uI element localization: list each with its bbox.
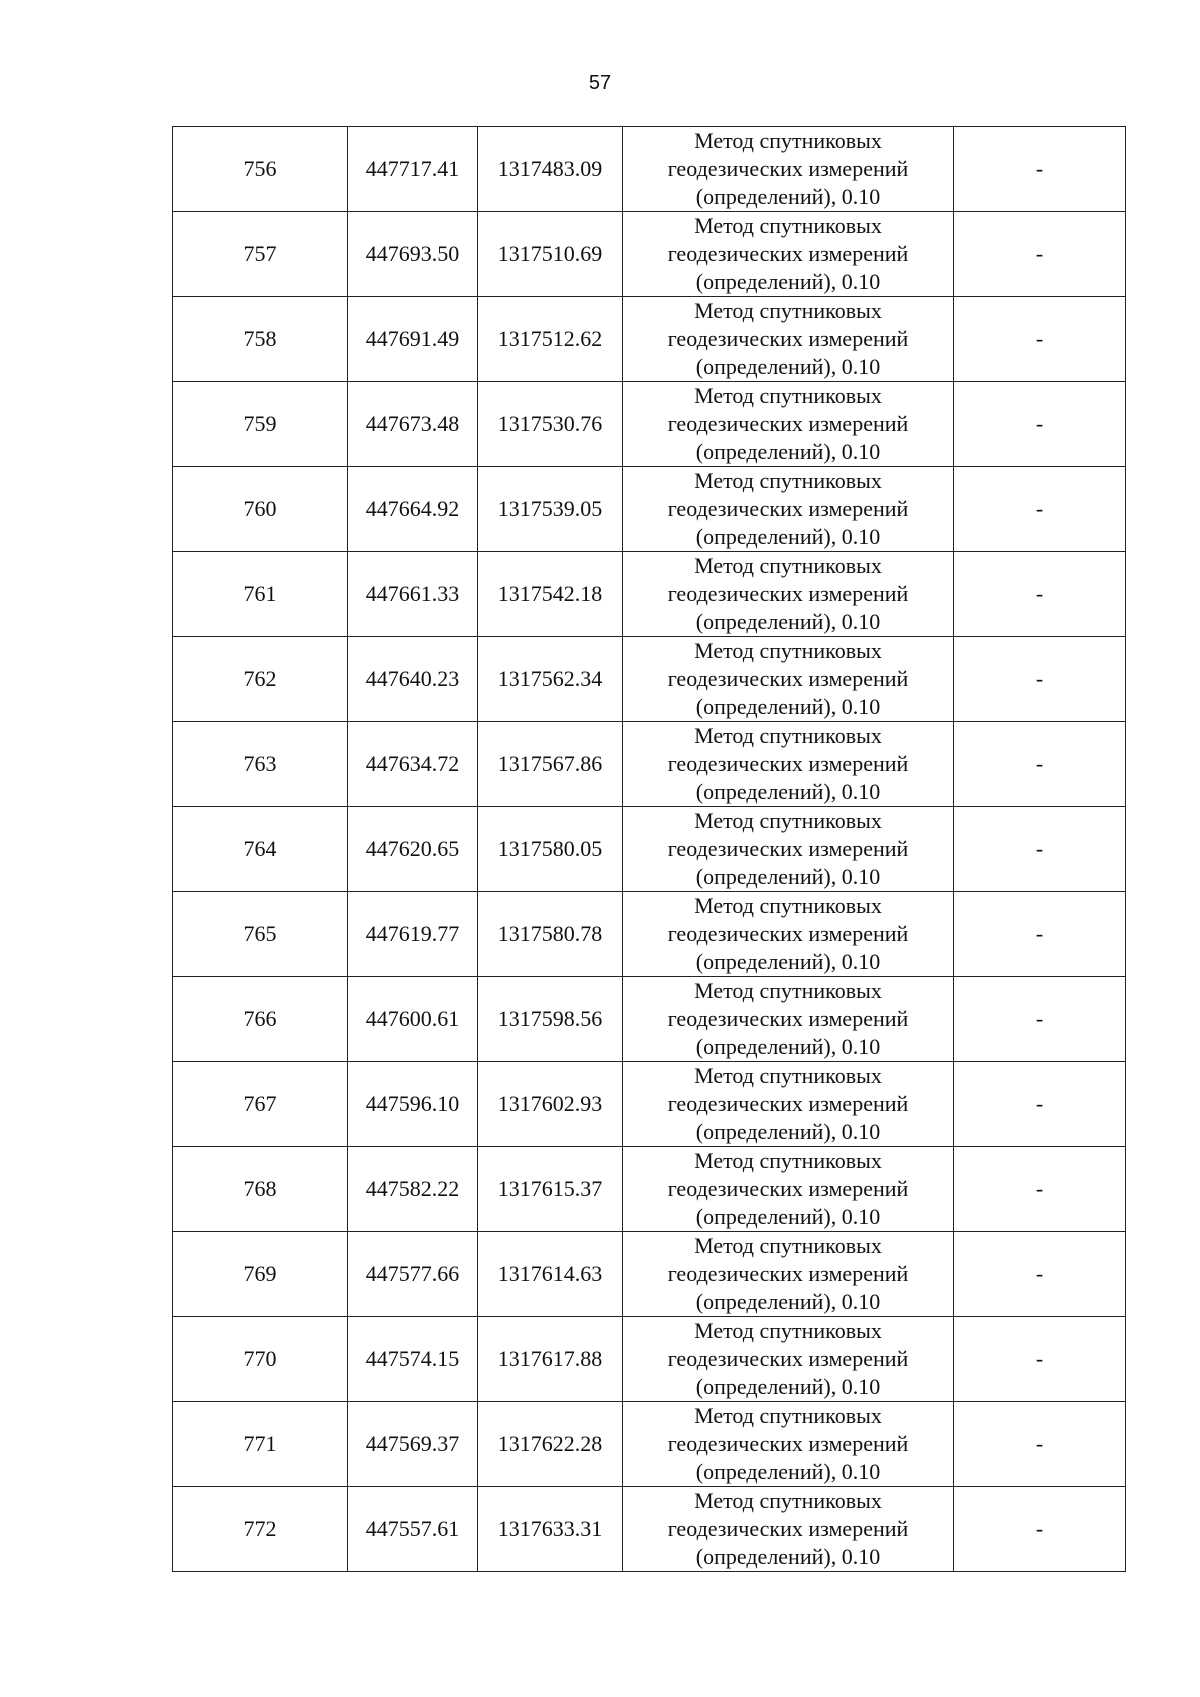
x-coordinate-cell: 447661.33 xyxy=(348,552,478,637)
y-coordinate-cell: 1317539.05 xyxy=(478,467,623,552)
note-cell: - xyxy=(954,1147,1126,1232)
y-coordinate-cell: 1317622.28 xyxy=(478,1402,623,1487)
y-coordinate-cell: 1317542.18 xyxy=(478,552,623,637)
point-number-cell: 771 xyxy=(173,1402,348,1487)
table-row xyxy=(173,1317,1126,1402)
coordinates-table xyxy=(172,126,1126,1572)
point-number-cell: 756 xyxy=(173,127,348,212)
x-coordinate-cell: 447577.66 xyxy=(348,1232,478,1317)
y-coordinate-cell: 1317598.56 xyxy=(478,977,623,1062)
table-row xyxy=(173,467,1126,552)
x-coordinate-cell: 447673.48 xyxy=(348,382,478,467)
y-coordinate-cell: 1317614.63 xyxy=(478,1232,623,1317)
point-number-cell: 767 xyxy=(173,1062,348,1147)
y-coordinate-cell: 1317567.86 xyxy=(478,722,623,807)
x-coordinate-cell: 447640.23 xyxy=(348,637,478,722)
x-coordinate-cell: 447569.37 xyxy=(348,1402,478,1487)
point-number-cell: 758 xyxy=(173,297,348,382)
y-coordinate-cell: 1317530.76 xyxy=(478,382,623,467)
method-cell: Метод спутниковых геодезических измерений (определений), 0.10 xyxy=(623,892,954,977)
y-coordinate-cell: 1317562.34 xyxy=(478,637,623,722)
note-cell: - xyxy=(954,212,1126,297)
x-coordinate-cell: 447596.10 xyxy=(348,1062,478,1147)
note-cell: - xyxy=(954,637,1126,722)
x-coordinate-cell: 447634.72 xyxy=(348,722,478,807)
table-row xyxy=(173,212,1126,297)
x-coordinate-cell: 447620.65 xyxy=(348,807,478,892)
method-cell: Метод спутниковых геодезических измерений (определений), 0.10 xyxy=(623,637,954,722)
y-coordinate-cell: 1317633.31 xyxy=(478,1487,623,1572)
table-row xyxy=(173,637,1126,722)
method-cell: Метод спутниковых геодезических измерений (определений), 0.10 xyxy=(623,977,954,1062)
table-row xyxy=(173,1062,1126,1147)
note-cell: - xyxy=(954,1317,1126,1402)
note-cell: - xyxy=(954,552,1126,637)
x-coordinate-cell: 447619.77 xyxy=(348,892,478,977)
x-coordinate-cell: 447717.41 xyxy=(348,127,478,212)
point-number-cell: 763 xyxy=(173,722,348,807)
table-body xyxy=(173,127,1126,1572)
point-number-cell: 762 xyxy=(173,637,348,722)
method-cell: Метод спутниковых геодезических измерений (определений), 0.10 xyxy=(623,1487,954,1572)
point-number-cell: 770 xyxy=(173,1317,348,1402)
y-coordinate-cell: 1317580.78 xyxy=(478,892,623,977)
table-row xyxy=(173,1402,1126,1487)
point-number-cell: 768 xyxy=(173,1147,348,1232)
method-cell: Метод спутниковых геодезических измерений (определений), 0.10 xyxy=(623,212,954,297)
method-cell: Метод спутниковых геодезических измерений (определений), 0.10 xyxy=(623,467,954,552)
note-cell: - xyxy=(954,1402,1126,1487)
x-coordinate-cell: 447664.92 xyxy=(348,467,478,552)
x-coordinate-cell: 447582.22 xyxy=(348,1147,478,1232)
point-number-cell: 765 xyxy=(173,892,348,977)
page-number: 57 xyxy=(588,72,612,94)
method-cell: Метод спутниковых геодезических измерений (определений), 0.10 xyxy=(623,722,954,807)
note-cell: - xyxy=(954,467,1126,552)
method-cell: Метод спутниковых геодезических измерений (определений), 0.10 xyxy=(623,552,954,637)
note-cell: - xyxy=(954,1232,1126,1317)
method-cell: Метод спутниковых геодезических измерений (определений), 0.10 xyxy=(623,1317,954,1402)
table-row xyxy=(173,1147,1126,1232)
y-coordinate-cell: 1317580.05 xyxy=(478,807,623,892)
note-cell: - xyxy=(954,1487,1126,1572)
method-cell: Метод спутниковых геодезических измерений (определений), 0.10 xyxy=(623,1232,954,1317)
note-cell: - xyxy=(954,1062,1126,1147)
y-coordinate-cell: 1317512.62 xyxy=(478,297,623,382)
method-cell: Метод спутниковых геодезических измерений (определений), 0.10 xyxy=(623,1147,954,1232)
note-cell: - xyxy=(954,382,1126,467)
method-cell: Метод спутниковых геодезических измерений (определений), 0.10 xyxy=(623,807,954,892)
table-row xyxy=(173,297,1126,382)
point-number-cell: 759 xyxy=(173,382,348,467)
note-cell: - xyxy=(954,127,1126,212)
table-row xyxy=(173,892,1126,977)
y-coordinate-cell: 1317617.88 xyxy=(478,1317,623,1402)
point-number-cell: 764 xyxy=(173,807,348,892)
note-cell: - xyxy=(954,807,1126,892)
method-cell: Метод спутниковых геодезических измерений (определений), 0.10 xyxy=(623,297,954,382)
table-row xyxy=(173,382,1126,467)
y-coordinate-cell: 1317602.93 xyxy=(478,1062,623,1147)
point-number-cell: 766 xyxy=(173,977,348,1062)
point-number-cell: 769 xyxy=(173,1232,348,1317)
note-cell: - xyxy=(954,977,1126,1062)
table-row xyxy=(173,807,1126,892)
table-row xyxy=(173,1232,1126,1317)
method-cell: Метод спутниковых геодезических измерений (определений), 0.10 xyxy=(623,1402,954,1487)
note-cell: - xyxy=(954,722,1126,807)
x-coordinate-cell: 447691.49 xyxy=(348,297,478,382)
table-row xyxy=(173,127,1126,212)
x-coordinate-cell: 447693.50 xyxy=(348,212,478,297)
y-coordinate-cell: 1317483.09 xyxy=(478,127,623,212)
point-number-cell: 760 xyxy=(173,467,348,552)
table-row xyxy=(173,977,1126,1062)
method-cell: Метод спутниковых геодезических измерений (определений), 0.10 xyxy=(623,1062,954,1147)
point-number-cell: 761 xyxy=(173,552,348,637)
x-coordinate-cell: 447600.61 xyxy=(348,977,478,1062)
note-cell: - xyxy=(954,892,1126,977)
point-number-cell: 772 xyxy=(173,1487,348,1572)
y-coordinate-cell: 1317615.37 xyxy=(478,1147,623,1232)
table-row xyxy=(173,552,1126,637)
x-coordinate-cell: 447574.15 xyxy=(348,1317,478,1402)
method-cell: Метод спутниковых геодезических измерений (определений), 0.10 xyxy=(623,382,954,467)
table-row xyxy=(173,1487,1126,1572)
point-number-cell: 757 xyxy=(173,212,348,297)
x-coordinate-cell: 447557.61 xyxy=(348,1487,478,1572)
note-cell: - xyxy=(954,297,1126,382)
table-row xyxy=(173,722,1126,807)
y-coordinate-cell: 1317510.69 xyxy=(478,212,623,297)
method-cell: Метод спутниковых геодезических измерений (определений), 0.10 xyxy=(623,127,954,212)
